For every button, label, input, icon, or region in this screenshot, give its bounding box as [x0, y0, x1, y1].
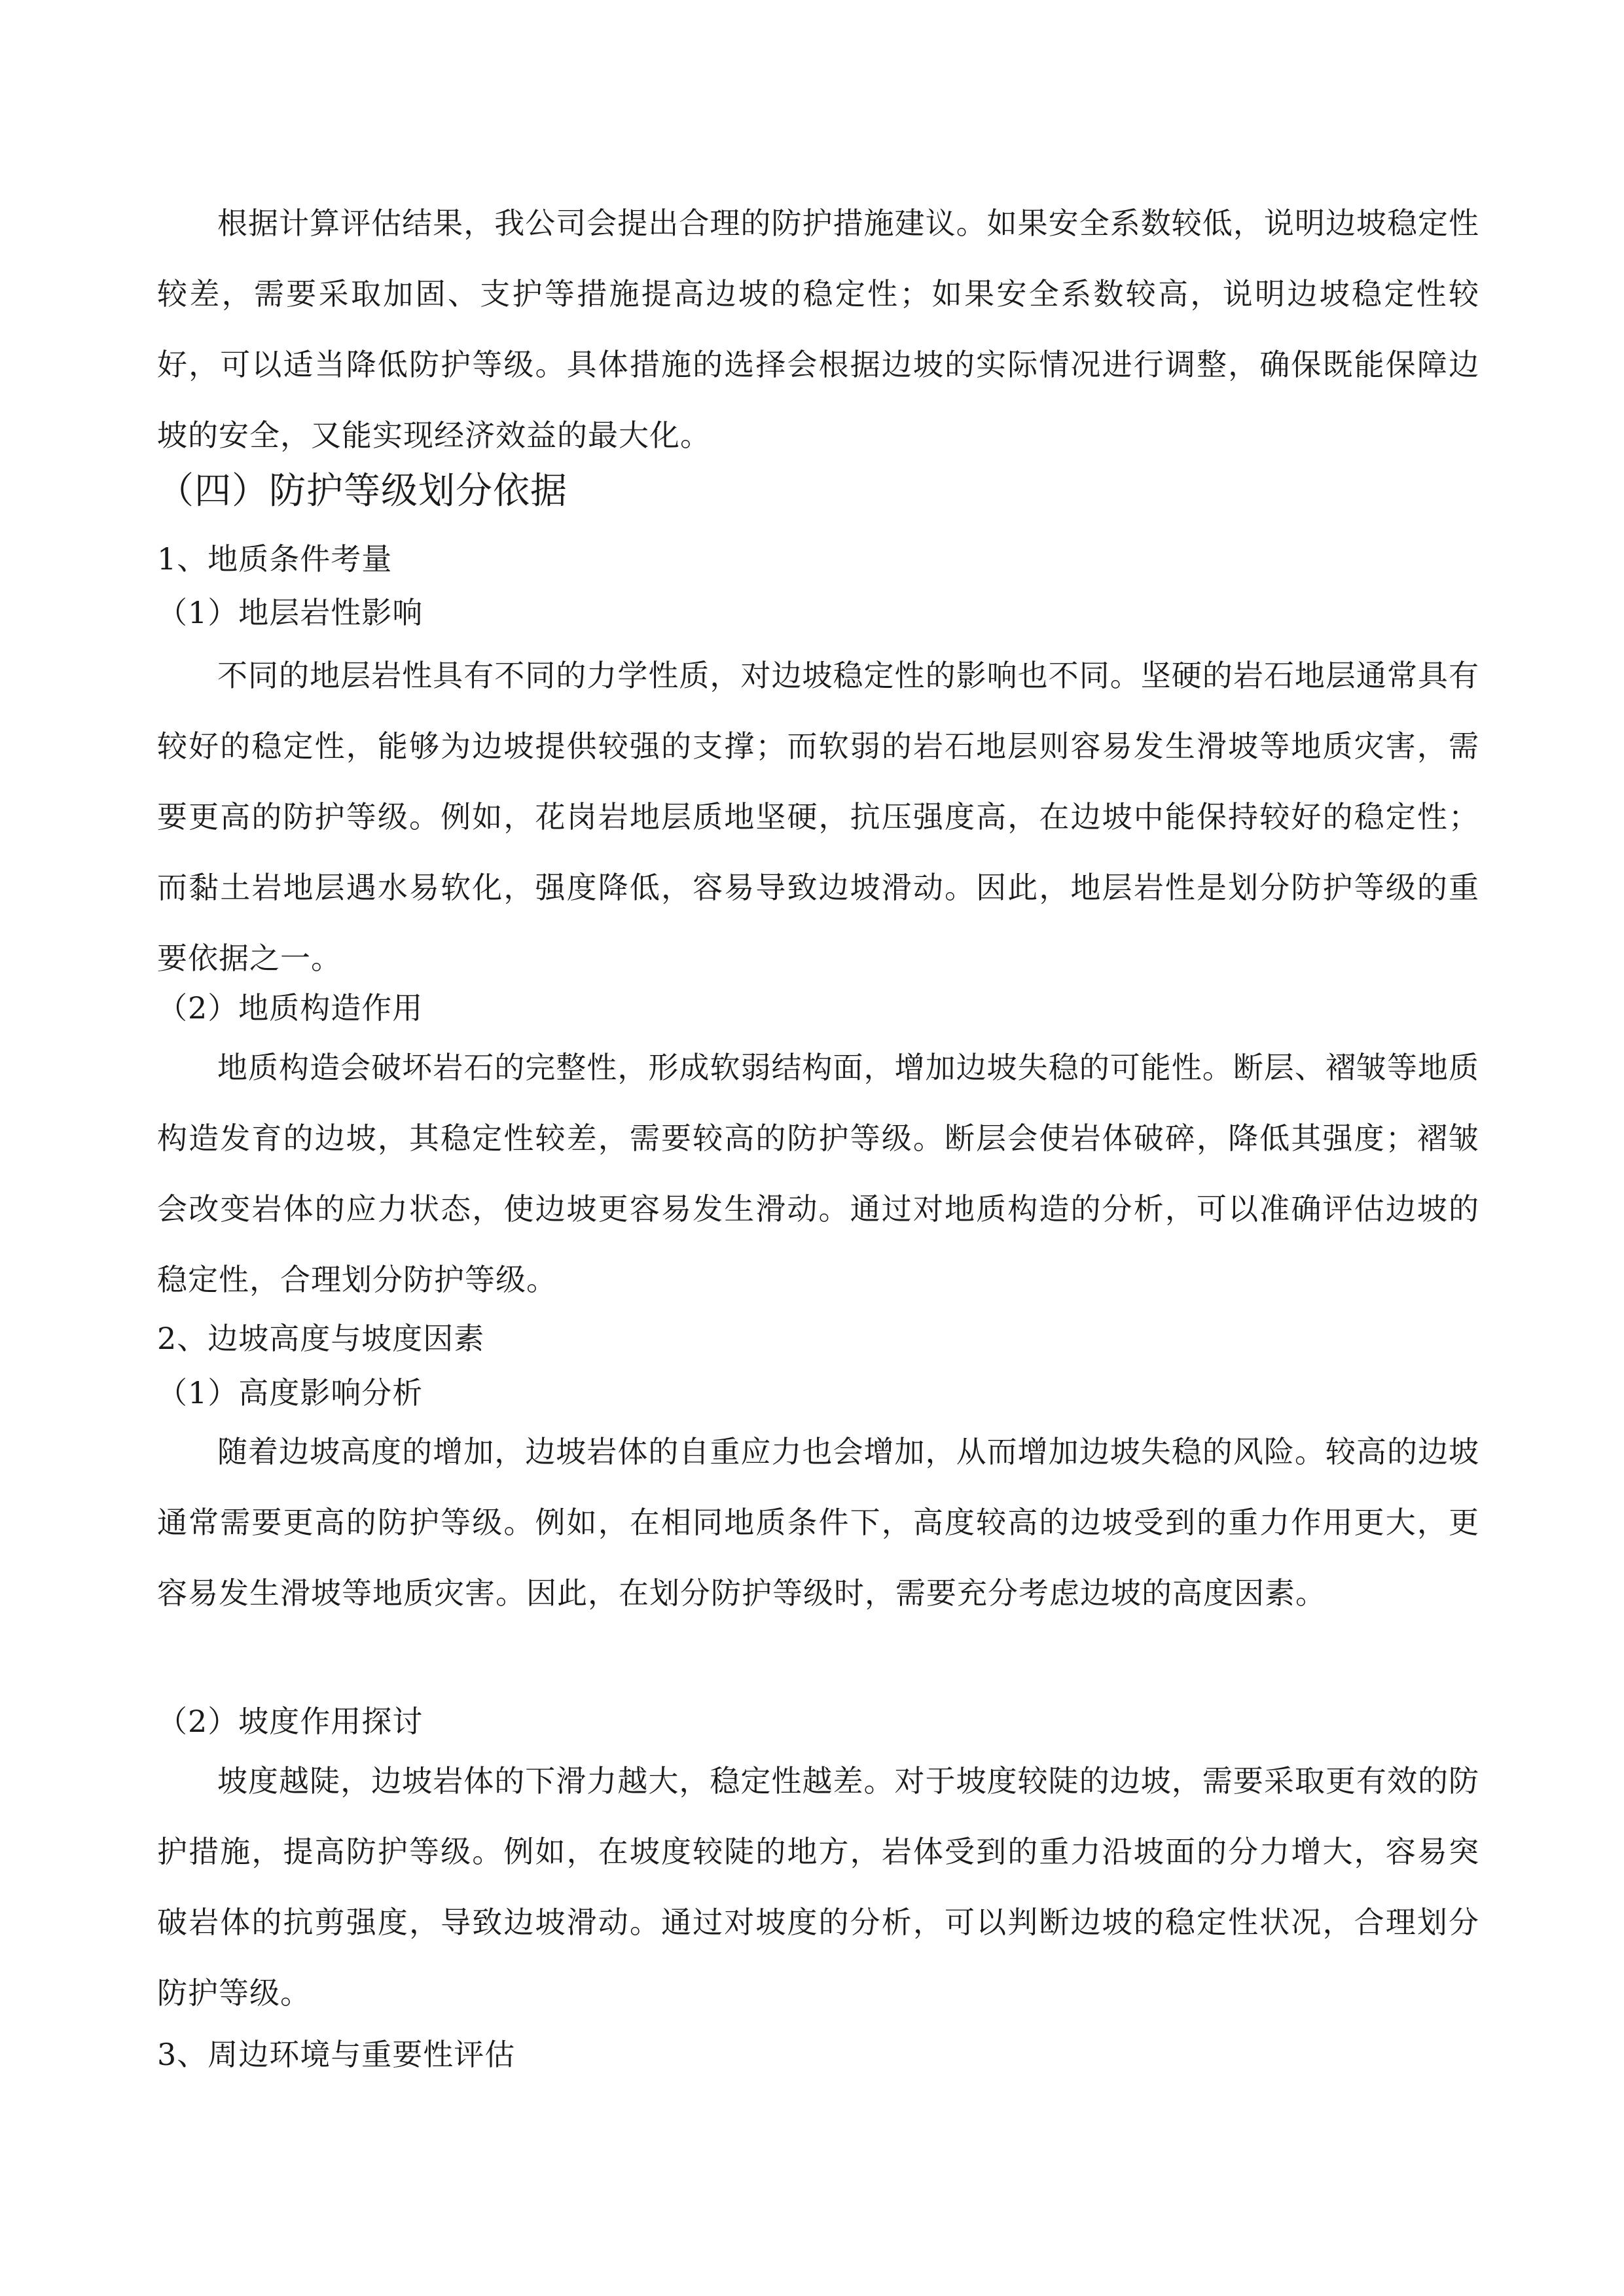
item-heading-3: 3、周边环境与重要性评估: [157, 2037, 516, 2072]
intro-paragraph: 根据计算评估结果，我公司会提出合理的防护措施建议。如果安全系数较低，说明边坡稳定性较差，需要采取加固、支护等措施提高边坡的稳定性；如果安全系数较高，说明边坡稳定性较好，可以适当降低防护等级。具体措施的选择会根据边坡的实际情况进行调整，确保既能保障边坡的安全，又能实现经济效益的最大化。: [157, 206, 1479, 453]
sub-heading-1-2: （2）地质构造作用: [157, 990, 424, 1026]
paragraph-1-2: 地质构造会破坏岩石的完整性，形成软弱结构面，增加边坡失稳的可能性。断层、褶皱等地质构造发育的边坡，其稳定性较差，需要较高的防护等级。断层会使岩体破碎，降低其强度；褶皱会改变岩体的应力状态，使边坡更容易发生滑动。通过对地质构造的分析，可以准确评估边坡的稳定性，合理划分防护等级。: [157, 1050, 1479, 1297]
paragraph-2-1: 随着边坡高度的增加，边坡岩体的自重应力也会增加，从而增加边坡失稳的风险。较高的边坡通常需要更高的防护等级。例如，在相同地质条件下，高度较高的边坡受到的重力作用更大，更容易发生滑坡等地质灾害。因此，在划分防护等级时，需要充分考虑边坡的高度因素。: [157, 1434, 1479, 1611]
section-heading: （四）防护等级划分依据: [157, 470, 568, 512]
item-heading-2: 2、边坡高度与坡度因素: [157, 1321, 485, 1356]
item-heading-1: 1、地质条件考量: [157, 541, 393, 577]
paragraph-2-2: 坡度越陡，边坡岩体的下滑力越大，稳定性越差。对于坡度较陡的边坡，需要采取更有效的防护措施，提高防护等级。例如，在坡度较陡的地方，岩体受到的重力沿坡面的分力增大，容易突破岩体的抗剪强度，导致边坡滑动。通过对坡度的分析，可以判断边坡的稳定性状况，合理划分防护等级。: [157, 1763, 1479, 2011]
paragraph-1-1: 不同的地层岩性具有不同的力学性质，对边坡稳定性的影响也不同。坚硬的岩石地层通常具有较好的稳定性，能够为边坡提供较强的支撑；而软弱的岩石地层则容易发生滑坡等地质灾害，需要更高的防护等级。例如，花岗岩地层质地坚硬，抗压强度高，在边坡中能保持较好的稳定性；而黏土岩地层遇水易软化，强度降低，容易导致边坡滑动。因此，地层岩性是划分防护等级的重要依据之一。: [157, 658, 1479, 976]
sub-heading-1-1: （1）地层岩性影响: [157, 595, 424, 630]
sub-heading-2-2: （2）坡度作用探讨: [157, 1704, 424, 1739]
sub-heading-2-1: （1）高度影响分析: [157, 1375, 424, 1410]
